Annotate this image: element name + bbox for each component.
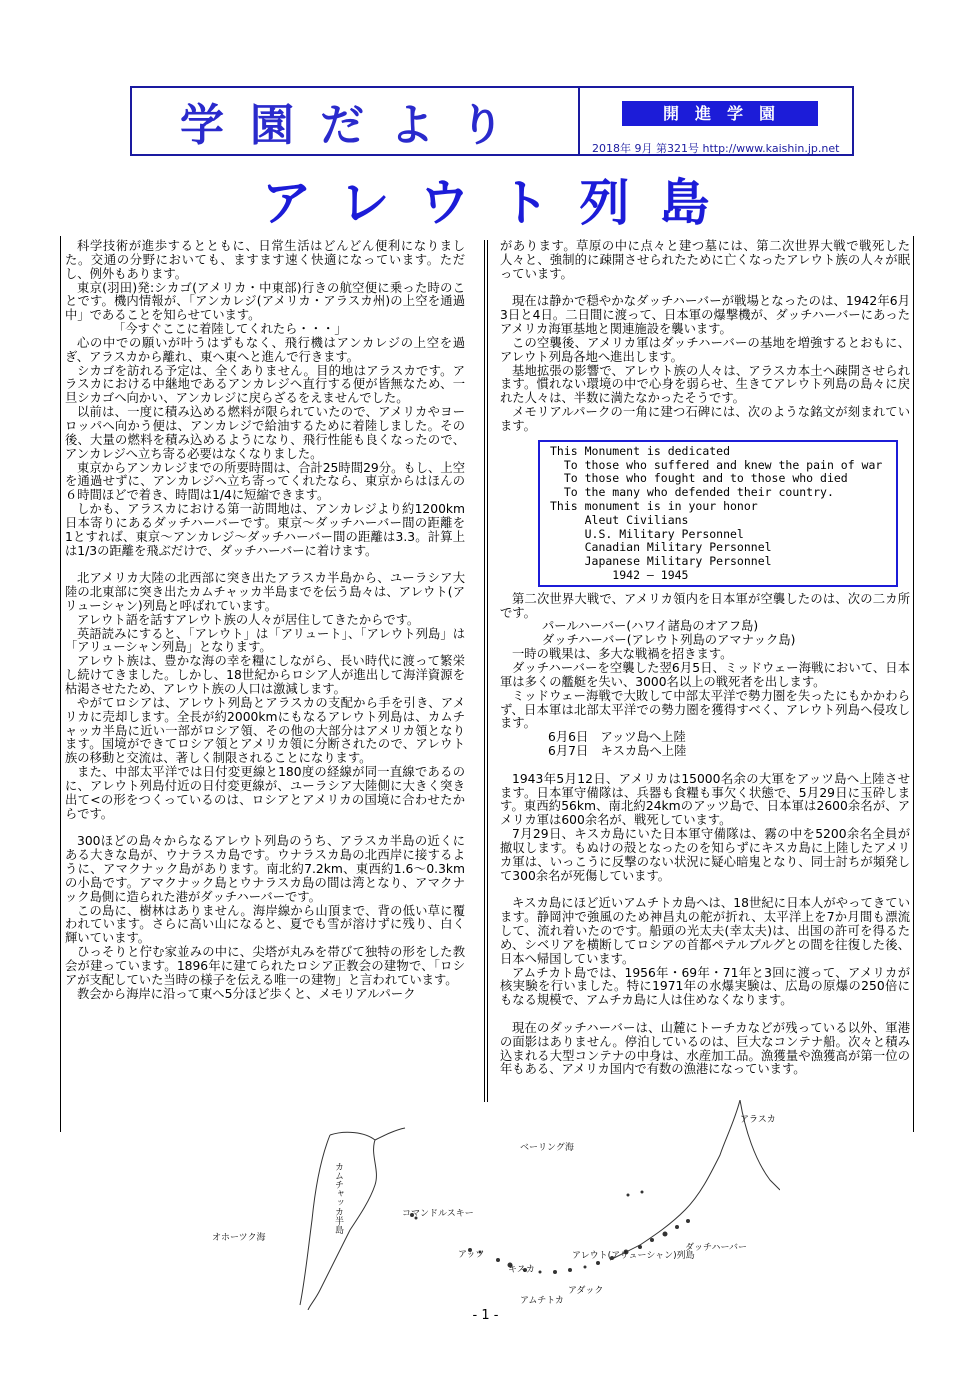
paragraph: 以前は、一度に積み込める燃料が限られていたので、アメリカやヨーロッパへ向かう便は、アンカレジで給油するために着陸しました。その後、大量の燃料を積み込めるようになり、飛行性能も良くなったので、アンカレジへ立ち寄る必要はなくなりました。 <box>65 405 465 461</box>
paragraph: ひっそりと佇む家並みの中に、尖塔が丸みを帯びて独特の形をした教会が建っています。1896年に建てられたロシア正教会の建物で、「ロシアが支配していた当時の様子を伝える唯一の建物」と言われています。 <box>65 945 465 987</box>
map-label-commander: コマンドルスキー <box>402 1209 474 1219</box>
map-label-dutch-harbor: ダッチハーバー <box>685 1243 748 1253</box>
map-label-alaska: アラスカ <box>740 1115 776 1125</box>
inscription-line: Canadian Military Personnel <box>550 540 772 555</box>
article-title: アレウト列島 <box>261 174 740 232</box>
map-label-adak: アダック <box>568 1286 604 1296</box>
right-column-bottom <box>500 593 910 1078</box>
inscription-line: U.S. Military Personnel <box>550 526 744 541</box>
map-label-attu: アッツ <box>458 1250 485 1260</box>
issue-info: 2018年 9月 第321号 http://www.kaishin.jp.net <box>592 142 840 155</box>
map-label-kamchatka: カムチャッカ半島 <box>333 1162 343 1234</box>
inscription-line: This Monument is dedicated <box>550 443 731 458</box>
paragraph: シカゴを訪れる予定は、全くありません。目的地はアラスカです。アラスカにおける中継地であるアンカレジへ直行する便が皆無なため、一旦シカゴへ向かい、アンカレジに戻らざるをえませんでした。 <box>65 363 465 406</box>
aleutian-map <box>180 1100 780 1310</box>
paragraph: メモリアルパークの一角に建つ石碑には、次のような銘文が刻まれています。 <box>500 405 910 433</box>
paragraph <box>500 759 910 773</box>
right-column <box>500 240 910 1077</box>
school-name: 開進学園 <box>622 101 818 126</box>
paragraph: この空襲後、アメリカ軍はダッチハーバーの基地を増強するとおもに、アレウト列島各地へ進出します。 <box>500 335 910 364</box>
paragraph: 東京(羽田)発:シカゴ(アメリカ・中東部)行きの航空便に乗った時のことです。機内情報が、「アンカレジ(アメリカ・アラスカ州)の上空を通過中」であることを知らせています。 <box>65 280 465 323</box>
inscription-line: Aleut Civilians <box>550 512 689 527</box>
paragraph: 300ほどの島々からなるアレウト列島のうち、アラスカ半島の近くにある大きな島が、ウナラスカ島です。ウナラスカ島の北西岸に接するように、アマクナック島があります。南北約7.2km、東西約1.6～0.3kmの小島です。アマクナック島とウナラスカ島の間は湾となり、アマクナック島側に造られた港がダッチハーバーです。 <box>65 834 465 904</box>
paragraph: 北アメリカ大陸の北西部に突き出たアラスカ半島から、ユーラシア大陸の北東部に突き出たカムチャッカ半島までを伝う島々は、アレウト(アリューシャン)列島と呼ばれています。 <box>65 571 465 613</box>
map-label-okhotsk: オホーツク海 <box>212 1233 266 1243</box>
inscription-line: Japanese Military Personnel <box>550 554 772 569</box>
map-outline <box>180 1100 780 1310</box>
paragraph: 1943年5月12日、アメリカは15000名余の大軍をアッツ島へ上陸させます。日本軍守備隊は、兵器も食糧も事欠く状態で、5月29日に玉砕します。東西約56km、南北約24kmのアッツ島で、日本軍は2600余名が、アメリカ軍は600余名が、戦死しています。 <box>500 771 910 828</box>
paragraph: しかも、アラスカにおける第一訪問地は、アンカレジより約1200km日本寄りにあるダッチハーバーです。東京～ダッチハーバー間の距離を 1とすれば、東京～アンカレジ～ダッチハーバー間の距離は3.3。計算上は1/3の距離を飛ぶだけで、ダッチハーバーに着けます。 <box>65 502 465 558</box>
inscription-line: This monument is in your honor <box>550 499 758 513</box>
masthead <box>130 86 854 156</box>
paragraph: ダッチハーバー(アレウト列島のアマナック島) <box>542 633 796 648</box>
paragraph: 教会から海岸に沿って東へ5分ほど歩くと、メモリアルパーク <box>77 986 416 1001</box>
paragraph: 現在は静かで穏やかなダッチハーバーが戦場となったのは、1942年6月3日と4日。二日間に渡って、日本軍の爆撃機が、ダッチハーバーにあったアメリカ海軍基地と関連施設を襲います。 <box>500 294 910 337</box>
newsletter-title: 学園だより <box>132 88 580 154</box>
memorial-inscription <box>538 440 898 587</box>
paragraph: やがてロシアは、アレウト列島とアラスカの支配から手を引き、アメリカに売却します。全長が約2000kmにもなるアレウト列島は、カムチャッカ半島に近い一部がロシア領、その他の大部分はアメリカ領となります。国境ができてロシア領とアメリカ領に分断されたので、アレウト族の移動と交流は、著しく制限されることになります。 <box>65 695 465 766</box>
map-label-kiska: キスカ <box>508 1265 535 1275</box>
paragraph: 現在のダッチハーバーは、山麓にトーチカなどが残っている以外、軍港の面影はありません。停泊しているのは、巨大なコンテナ船。次々と積み込まれる大型コンテナの中身は、水産加工品。漁獲量や漁獲高が第一位の年もある、アメリカ国内で有数の漁港になっています。 <box>500 1020 910 1077</box>
inscription-line: To those who suffered and knew the pain of war <box>550 457 883 472</box>
paragraph: 東京からアンカレジまでの所要時間は、合計25時間29分。もし、上空を通過せずに、アンカレジへ立ち寄ってくれたなら、東京からはほんの６時間ほどで着き、時間は1/4に短縮できます。 <box>65 460 465 503</box>
column-divider <box>484 240 488 1102</box>
paragraph: 心の中での願いが叶うはずもなく、飛行機はアンカレジの上空を過ぎ、アラスカから離れ、東へ東へと進んで行きます。 <box>65 335 465 364</box>
paragraph: また、中部太平洋では日付変更線と180度の経線が同一直線であるのに、アレウト列島付近の日付変更線が、ユーラシア大陸側に大きく突き出て<の形をつくっているのは、ロシアとアメリカの国境に合わせたからです。 <box>65 765 465 821</box>
inscription-line: To the many who defended their country. <box>550 485 834 500</box>
page-number: - 1 - <box>472 1308 499 1323</box>
paragraph: 英語読みにすると、「アレウト」は「アリュート」、「アレウト列島」は「アリューシャン列島」となります。 <box>65 626 465 655</box>
paragraph: 基地拡張の影響で、アレウト族の人々は、アラスカ本土へ疎開させられます。慣れない環境の中で心身を弱らせ、生きてアレウト列島の島々に戻れた人々は、半数に満たなかったそうです。 <box>500 363 910 406</box>
paragraph: 第二次世界大戦で、アメリカ領内を日本軍が空襲したのは、次の二カ所です。 <box>500 591 910 620</box>
paragraph <box>500 1008 910 1022</box>
paragraph: ミッドウェー海戦で大敗して中部太平洋で勢力圏を失ったにもかかわらず、日本軍は北部太平洋での勢力圏を獲得すべく、アレウト列島へ侵攻します。 <box>500 688 910 731</box>
map-label-aleutian: アレウト(アリューシャン)列島 <box>572 1251 695 1261</box>
paragraph: 「今すぐここに着陸してくれたら・・・」 <box>113 322 347 337</box>
inscription-line: To those who fought and to those who died <box>550 471 848 486</box>
paragraph: アムチカト島では、1956年・69年・71年と3回に渡って、アメリカが核実験を行いました。特に1971年の水爆実験は、広島の原爆の250倍にもなる規模で、アムチカ島に人は住めなくなります。 <box>500 965 910 1008</box>
paragraph: 科学技術が進歩するとともに、日常生活はどんどん便利になりました。交通の分野においても、ますます速く快適になっています。ただし、例外もあります。 <box>65 239 465 281</box>
paragraph: ダッチハーバーを空襲した翌6月5日、ミッドウェー海戦において、日本軍は多くの艦艇を失い、3000名以上の戦死者を出します。 <box>500 661 910 689</box>
paragraph: があります。草原の中に点々と建つ墓には、第二次世界大戦で戦死した人々と、強制的に疎開させられたために亡くなったアレウト族の人々が眠っています。 <box>500 239 910 281</box>
paragraph: アレウト族は、豊かな海の幸を糧にしながら、長い時代に渡って繁栄し続けてきました。しかし、18世紀からロシア人が進出して海洋資源を枯渇させたため、アレウト族の人口は激減します。 <box>65 654 465 696</box>
paragraph: 一時の戦果は、多大な戦禍を招きます。 <box>512 647 733 662</box>
map-label-amchitka: アムチトカ <box>520 1296 564 1306</box>
paragraph: 6月6日 アッツ島へ上陸 <box>548 730 686 745</box>
paragraph: アレウト語を話すアレウト族の人々が居住してきたからです。 <box>77 612 420 627</box>
map-label-bering-sea: ベーリング海 <box>520 1143 574 1153</box>
paragraph: パールハーバー(ハワイ諸島のオアフ島) <box>542 619 759 634</box>
left-column <box>65 240 465 1001</box>
right-column-top <box>500 240 910 434</box>
paragraph: 6月7日 キスカ島へ上陸 <box>548 744 687 759</box>
paragraph: 7月29日、キスカ島にいた日本軍守備隊は、霧の中を5200余名全員が撤収します。もぬけの殻となったのを知らずにキスカ島に上陸したアメリカ軍は、いっこうに反撃のない状況に疑心暗鬼となり、同士討ちが頻発して300余名が死傷しています。 <box>500 827 910 883</box>
paragraph: この島に、樹林はありません。海岸線から山頂まで、背の低い草に覆われています。さらに高い山になると、夏でも雪が溶けずに残り、白く輝いています。 <box>65 903 465 946</box>
inscription-line: 1942 ― 1945 <box>550 567 689 582</box>
paragraph: キスカ島にほど近いアムチトカ島へは、18世紀に日本人がやってきています。静岡沖で強風のため神昌丸の舵が折れ、太平洋上を7か月間も漂流して、流れ着いたのです。船頭の光太夫(幸太夫)は、出国の許可を得るため、シベリアを横断してロシアの首都ペテルブルグとの間を往復した後、日本へ帰国しています。 <box>500 896 910 966</box>
